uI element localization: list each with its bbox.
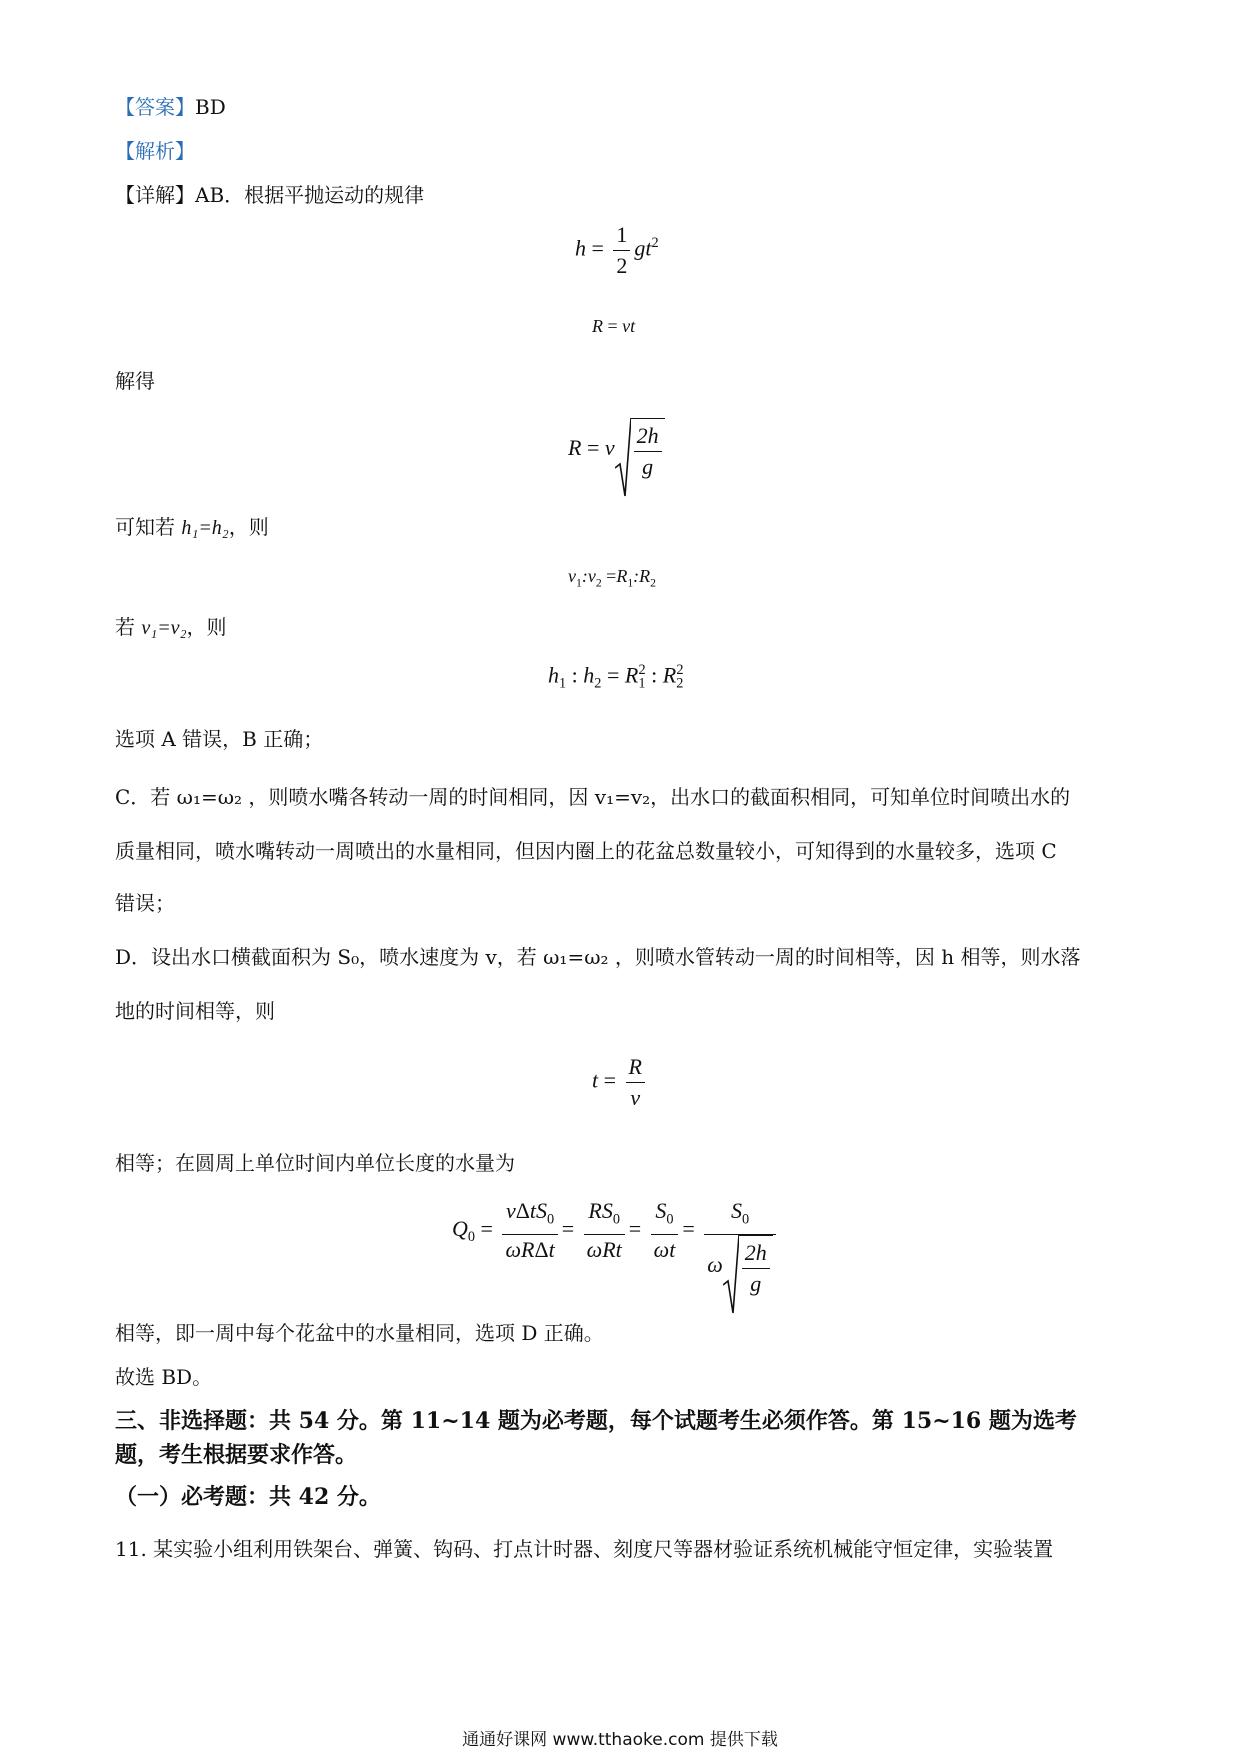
detail-text: AB．根据平抛运动的规律 [195,183,425,207]
equation-v-ratio: $v_1:v_2$ $=R_1:R_2$ [568,566,657,590]
para-c-line1: C．若 ω₁=ω₂ ，则喷水嘴各转动一周的时间相同，因 v₁=v₂，出水口的截面积相同，可知单位时间喷出水的 [115,785,1071,809]
detail-line [115,180,424,210]
answer-line [115,92,226,122]
analysis-label: 【解析】 [115,139,195,163]
equal-text: 相等；在圆周上单位时间内单位长度的水量为 [115,1151,515,1175]
question-11: 11. 某实验小组利用铁架台、弹簧、钩码、打点计时器、刻度尺等器材验证系统机械能守恒定律，实验装置 [115,1537,1054,1561]
equation-r-vt: R = vt [592,316,636,336]
equation-r-sqrt: R = v $\frac{2h}{g}$ [568,418,665,482]
para-c-line3: 错误； [115,891,175,915]
know-line: 可知若 h₁=h₂，则 [115,515,269,539]
detail-label: 【详解】 [115,183,195,207]
conclusion-ab: 选项 A 错误，B 正确； [115,727,324,751]
footer-watermark: 通通好课网 www.tthaoke.com 提供下载 [462,1730,778,1750]
choose-text: 故选 BD。 [115,1365,213,1389]
para-d-line2: 地的时间相等，则 [115,999,275,1023]
equation-t: t = $\frac{R}{v}$ [592,1052,649,1113]
section3-line2: 题，考生根据要求作答。 [115,1442,358,1468]
ruo-line: 若 v₁=v₂，则 [115,615,227,639]
equation-q0: $Q_0$ = $\frac{v\Delta tS_0}{\text{ωRΔt}}$ = $\frac{RS_0}{\text{ωRt}}$ = $\frac{S_0}{\omega t}$ = $S_0$ ω $\frac{2h}{g}$ [452,1196,780,1299]
para-c-line2: 质量相同，喷水嘴转动一周喷出的水量相同，但因内圈上的花盆总数量较小，可知得到的水量较多，选项 C [115,839,1057,863]
equation-h-ratio: $h_1$ : $h_2 = R_1^2$ : $R_2^2$ [548,662,684,692]
final-text: 相等，即一周中每个花盆中的水量相同，选项 D 正确。 [115,1321,604,1345]
solve-text: 解得 [115,369,155,393]
answer-label: 【答案】 [115,95,195,119]
section3-line1: 三、非选择题：共 54 分。第 11~14 题为必考题，每个试题考生必须作答。第 15~16 题为选考 [115,1408,1077,1434]
section-required: （一）必考题：共 42 分。 [115,1484,381,1510]
para-d-line1: D．设出水口横截面积为 S₀，喷水速度为 v，若 ω₁=ω₂ ，则喷水管转动一周的时间相等，因 h 相等，则水落 [115,945,1081,969]
equation-h: h = $\frac{1}{2}$ $gt^2$ [575,222,659,278]
answer-value: BD [195,95,226,119]
